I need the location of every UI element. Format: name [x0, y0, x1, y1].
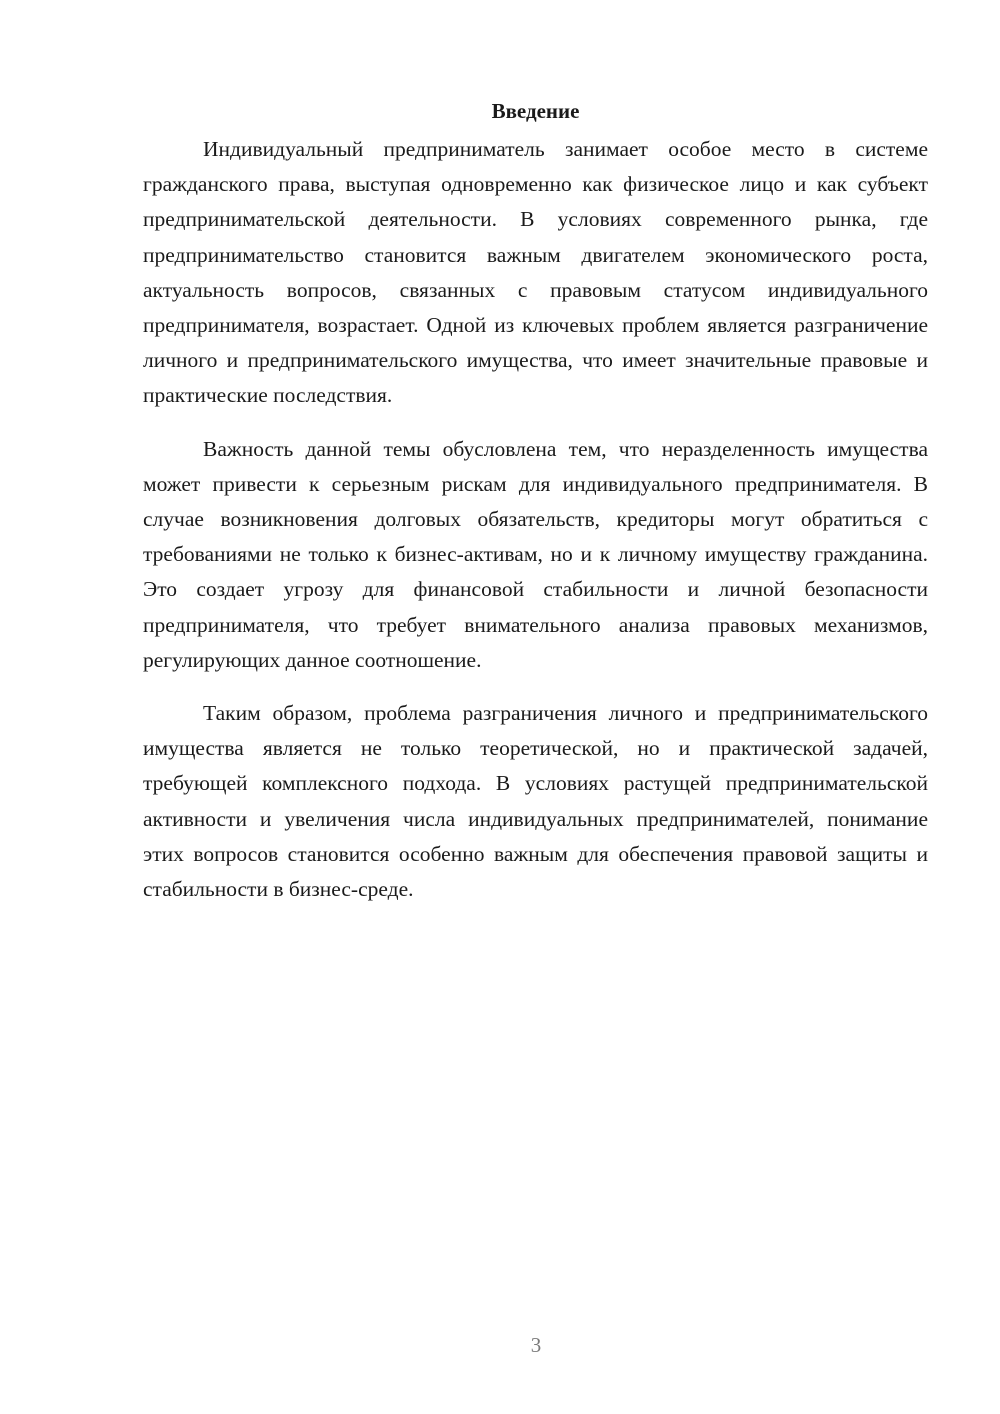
page-number: 3 — [530, 1333, 542, 1357]
paragraph-1: Индивидуальный предприниматель занимает особое место в системе гражданского права, выступая одновременно как физическое лицо и как субъект предпринимательской деятельности. В условиях современного рынка, где предпринимательство становится важным двигателем экономического роста, актуальность вопросов, связанных с правовым статусом индивидуального предпринимателя, возрастает. Одной из ключевых проблем является разграничение личного и предпринимательского имущества, что имеет значительные правовые и практические последствия. — [143, 137, 928, 408]
paragraph-3: Таким образом, проблема разграничения личного и предпринимательского имущества является не только теоретической, но и практической задачей, требующей комплексного подхода. В условиях растущей предпринимательской активности и увеличения числа индивидуальных предпринимателей, понимание этих вопросов становится особенно важным для обеспечения правовой защиты и стабильности в бизнес-среде. — [143, 701, 928, 902]
section-heading: Введение — [491, 99, 580, 123]
paragraph-2: Важность данной темы обусловлена тем, что неразделенность имущества может привести к серьезным рискам для индивидуального предпринимателя. В случае возникновения долговых обязательств, кредиторы могут обратиться с требованиями не только к бизнес-активам, но и к личному имуществу гражданина. Это создает угрозу для финансовой стабильности и личной безопасности предпринимателя, что требует внимательного анализа правовых механизмов, регулирующих данное соотношение. — [143, 436, 928, 672]
document-body — [143, 96, 928, 925]
